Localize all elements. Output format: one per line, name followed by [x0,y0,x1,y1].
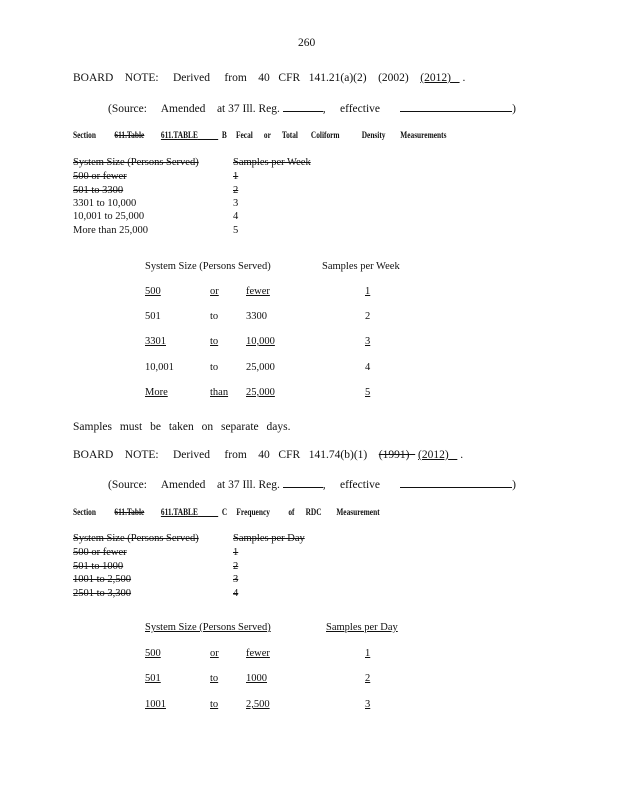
old-table-c-row-left: 501 to 1000 [73,561,124,572]
effective-blank [400,101,512,112]
new-table-b-cell: 5 [365,387,371,398]
source-close: ) [512,479,516,491]
note1-inserted-year: (2012) [420,72,451,84]
source-line-2 [108,477,516,491]
new-table-b-cell: or [210,286,219,297]
note2-inserted-year: (2012) [418,449,449,461]
new-table-c-cell: 500 [145,648,161,659]
board-note-1 [73,72,465,84]
new-table-c-cell: 1001 [145,699,166,710]
note1-word: 141.21(a)(2) [308,72,367,84]
heading-word: Total [281,130,298,140]
effective-blank [400,477,512,488]
source-effective: effective [339,479,380,491]
new-table-c-header-right: Samples per Day [326,622,398,633]
source-amended: Amended [160,479,206,491]
source-comma: , [322,103,326,115]
old-table-c-row-right: 3 [233,574,239,585]
new-table-c-cell: fewer [246,648,270,659]
old-table-c-row-right: 4 [233,588,239,599]
old-table-b-header-right: Samples per Week [233,157,311,168]
note1-word: (2002) [378,72,409,84]
old-table-c-row-right: 2 [233,561,239,572]
new-table-b-cell: to [210,311,219,322]
old-table-b-row-right: 5 [233,225,239,236]
new-table-b-cell: 10,001 [145,362,174,373]
old-table-b-row-right: 2 [233,185,239,196]
new-table-b-cell: to [210,362,219,373]
old-table-b-row-left: 500 or fewer [73,171,127,182]
heading-word: Frequency [236,507,270,517]
new-table-b-cell: 3300 [246,311,267,322]
old-table-b-row-right: 3 [233,198,239,209]
new-table-c-cell: 1 [365,648,371,659]
new-table-c-header-left: System Size (Persons Served) [145,622,271,633]
register-blank [283,477,323,488]
note2-deleted-year: (1991) [378,449,410,461]
heading-letter: B [221,130,227,140]
heading-word: or [263,130,271,140]
old-table-b-header-left: System Size (Persons Served) [73,157,199,168]
new-table-b-cell: More [145,387,168,398]
new-table-b-cell: 500 [145,286,161,297]
source-close: ) [512,103,516,115]
old-table-c-header-right: Samples per Day [233,533,305,544]
heading-word: Density [361,130,386,140]
old-table-c-header-left: System Size (Persons Served) [73,533,199,544]
new-table-c-cell: 3 [365,699,371,710]
new-table-b-cell: to [210,336,219,347]
new-table-b-cell: 10,000 [246,336,275,347]
heading-word: Measurement [336,507,380,517]
new-table-b-header-left: System Size (Persons Served) [145,261,271,272]
note2-word: from [224,449,247,461]
new-table-c-cell: 2,500 [246,699,270,710]
note1-word: 40 [258,72,270,84]
heading-word: Measurements [400,130,447,140]
new-table-b-cell: 3301 [145,336,166,347]
old-table-b-row-left: More than 25,000 [73,225,148,236]
note2-word: 141.74(b)(1) [308,449,368,461]
source-amended: Amended [160,103,206,115]
note2-word: NOTE: [124,449,159,461]
new-table-b-cell: 3 [365,336,371,347]
source-open: (Source: [108,103,147,115]
heading-word: of [288,507,295,517]
new-table-b-cell: 1 [365,286,371,297]
source-comma: , [322,479,326,491]
source-register: at 37 Ill. Reg. [216,479,280,491]
old-table-c-row-left: 500 or fewer [73,547,127,558]
note2-word: Derived [173,449,211,461]
heading-old-table: 611.Table [114,130,145,140]
note2-word: 40 [258,449,270,461]
new-table-c-cell: 501 [145,673,161,684]
note1-word: Derived [173,72,211,84]
new-table-c-cell: to [210,673,219,684]
heading-old-table: 611.Table [114,507,145,517]
heading-word: Coliform [310,130,340,140]
note1-word: BOARD [73,72,114,84]
samples-sentence: Samples must be taken on separate days. [73,421,291,433]
new-table-b-header-right: Samples per Week [322,261,400,272]
heading-word: RDC [305,507,322,517]
source-open: (Source: [108,479,147,491]
page-number: 260 [298,37,316,49]
heading-word: Fecal [236,130,253,140]
table-c-heading [73,507,380,517]
note1-word: NOTE: [124,72,159,84]
register-blank [283,101,323,112]
new-table-c-cell: 1000 [246,673,267,684]
old-table-b-row-left: 10,001 to 25,000 [73,211,145,222]
note2-word: CFR [278,449,301,461]
heading-letter: C [221,507,228,517]
old-table-c-row-left: 2501 to 3,300 [73,588,132,599]
old-table-c-row-left: 1001 to 2,500 [73,574,132,585]
note2-period: . [460,449,464,461]
new-table-b-cell: 2 [365,311,371,322]
old-table-b-row-right: 4 [233,211,239,222]
note2-word: BOARD [73,449,114,461]
heading-new-table: 611.TABLE [160,130,198,140]
heading-section: Section [73,130,96,140]
note1-word: from [224,72,247,84]
new-table-b-cell: 501 [145,311,161,322]
old-table-b-row-left: 3301 to 10,000 [73,198,137,209]
board-note-2 [73,449,463,461]
note1-period: . [462,72,466,84]
new-table-b-cell: 25,000 [246,362,275,373]
heading-new-table: 611.TABLE [160,507,198,517]
table-b-heading [73,130,446,140]
source-register: at 37 Ill. Reg. [216,103,280,115]
old-table-b-row-left: 501 to 3300 [73,185,124,196]
new-table-b-cell: 25,000 [246,387,275,398]
source-effective: effective [339,103,380,115]
old-table-b-row-right: 1 [233,171,239,182]
new-table-c-cell: 2 [365,673,371,684]
source-line-1 [108,101,516,115]
old-table-c-row-right: 1 [233,547,239,558]
new-table-b-cell: 4 [365,362,371,373]
note1-word: CFR [278,72,301,84]
new-table-b-cell: than [210,387,229,398]
heading-section: Section [73,507,96,517]
new-table-c-cell: or [210,648,219,659]
new-table-b-cell: fewer [246,286,270,297]
new-table-c-cell: to [210,699,219,710]
